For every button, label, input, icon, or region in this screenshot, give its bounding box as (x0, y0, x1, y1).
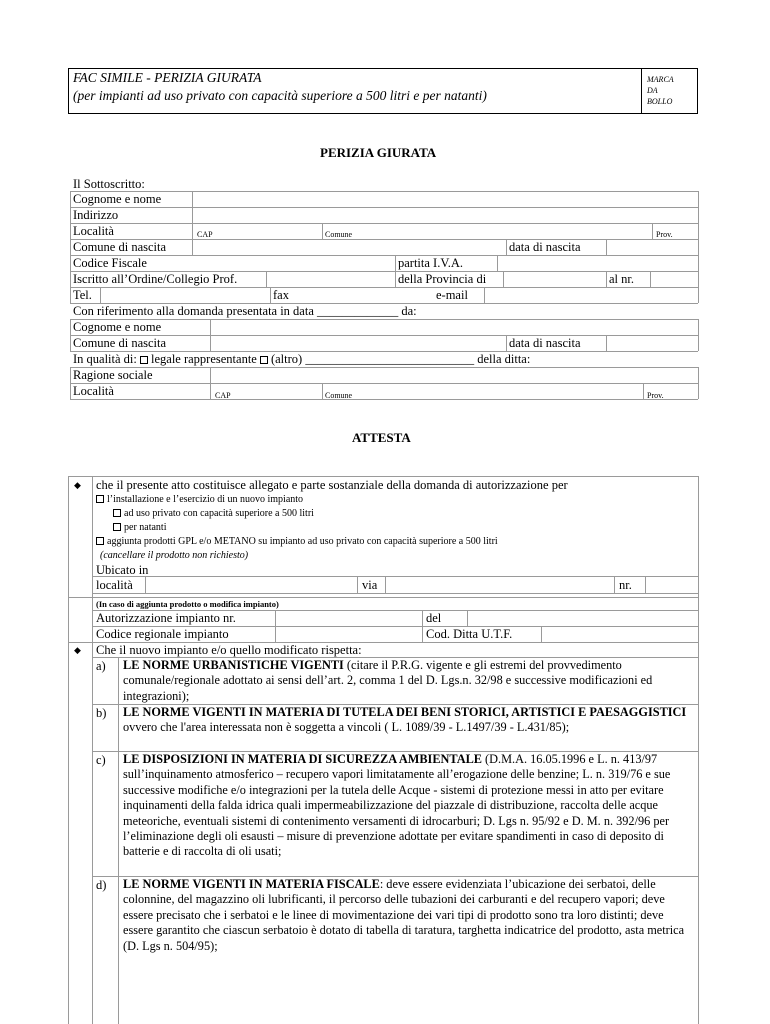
option-1: l’installazione e l’esercizio di un nuovo impianto (96, 493, 303, 507)
codice-fiscale-label: Codice Fiscale (73, 256, 147, 270)
prov-2-label: Prov. (647, 391, 664, 400)
qualita-prefix: In qualità di: (73, 352, 137, 366)
cap-label: CAP (197, 230, 213, 239)
data-nascita-2-label: data di nascita (509, 336, 581, 350)
ragione-label: Ragione sociale (73, 368, 153, 382)
localita-label: Località (73, 224, 114, 238)
cognome-2-label: Cognome e nome (73, 320, 162, 334)
option-2: ad uso privato con capacità superiore a 500 litri (113, 507, 314, 521)
qualita-legale: legale rappresentante (151, 352, 257, 366)
checkbox-icon[interactable] (113, 509, 121, 517)
checkbox-icon[interactable] (140, 356, 148, 364)
header-subtitle: (per impianti ad uso privato con capacità superiore a 500 litri e per natanti) (73, 88, 487, 103)
cod-ditta-label: Cod. Ditta U.T.F. (426, 627, 513, 641)
autorizzazione-label: Autorizzazione impianto nr. (96, 611, 236, 625)
ubicato-label: Ubicato in (96, 563, 149, 577)
checkbox-icon[interactable] (96, 537, 104, 545)
item-b-letter: b) (96, 706, 107, 720)
nr-label: nr. (619, 578, 632, 592)
qualita-altro: (altro) ___________________________ della ditta: (270, 352, 531, 366)
comune-nascita-2-label: Comune di nascita (73, 336, 167, 350)
data-nascita-label: data di nascita (509, 240, 581, 254)
item-d-text: LE NORME VIGENTI IN MATERIA FISCALE: deve essere evidenziata l’ubicazione dei serbatoi, delle colonnine, del magazzino oli lubrificanti, il percorso delle tubazioni dei carburanti e del recupero vapori; deve essere precisato che i serbatoi e le linee di movimentazione dei vari tipi di prodotto sono tra loro distinti; deve essere garantito che ciascun serbatoio è dotato di tabella di taratura, targhetta indicatrice del prodotto, asta metrica (D. Lgs n. 504/95); (123, 877, 685, 953)
del-label: del (426, 611, 442, 625)
comune-nascita-label: Comune di nascita (73, 240, 167, 254)
item-c-text: LE DISPOSIZIONI IN MATERIA DI SICUREZZA AMBIENTALE (D.M.A. 16.05.1996 e L. n. 413/97 sull’inquinamento atmosferico – recupero vapori limitatamente all’erogazione delle benzine; L. n. 319/76 e sue successive modifiche e/o integrazioni per la tutela delle Acque - sistemi di protezione messi in atto per evitare inquinamenti della falda idrica quali impermeabilizzazione del piazzale di distribuzione, raccolta delle acque meteoriche, eventuali sistemi di contenimento versamenti di idrocarburi; D. Lgs n. 95/92 e D. M. n. 392/96 per l’eliminazione degli oli esausti – misure di prevenzione adottate per evitare spandimenti in caso di deposito di batterie e di raccolta di oli usati; (123, 752, 671, 859)
codice-regionale-label: Codice regionale impianto (96, 627, 229, 641)
item-b-text: LE NORME VIGENTI IN MATERIA DI TUTELA DEI BENI STORICI, ARTISTICI E PAESAGGISTICI ovvero che l'area interessata non è soggetta a vincoli ( L. 1089/39 - L.1497/39 - L.431/85); (123, 705, 687, 735)
attesta-heading: ATTESTA (352, 430, 411, 445)
localita-3-label: località (96, 578, 133, 592)
riferimento-text: Con riferimento alla domanda presentata in data _____________ da: (73, 304, 417, 318)
option-3: per natanti (113, 521, 166, 535)
item-c-letter: c) (96, 753, 106, 767)
norme-intro: Che il nuovo impianto e/o quello modificato rispetta: (96, 643, 362, 657)
indirizzo-label: Indirizzo (73, 208, 119, 222)
partita-iva-label: partita I.V.A. (398, 256, 464, 270)
fax-label: fax (273, 288, 289, 302)
attesta-intro: che il presente atto costituisce allegato e parte sostanziale della domanda di autorizzazione per (96, 478, 568, 492)
al-nr-label: al nr. (609, 272, 634, 286)
localita-2-label: Località (73, 384, 114, 398)
item-a-letter: a) (96, 659, 106, 673)
cancellare-note: (cancellare il prodotto non richiesto) (100, 550, 249, 561)
cap-2-label: CAP (215, 391, 231, 400)
item-a-text: LE NORME URBANISTICHE VIGENTI (citare il P.R.G. vigente e gli estremi del provvedimento comunale/regionale adottato ai sensi dell’art. 2, comma 1 del D. Lgs.n. 32/98 e successive modificazioni ed integrazioni); (123, 658, 653, 703)
cognome-label: Cognome e nome (73, 192, 162, 206)
stamp-line-2: DA (647, 86, 658, 95)
iscritto-label: Iscritto all’Ordine/Collegio Prof. (73, 272, 238, 286)
tel-label: Tel. (73, 288, 92, 302)
sottoscritto-label: Il Sottoscritto: (73, 177, 145, 191)
diamond-bullet-icon: ◆ (74, 480, 81, 490)
checkbox-icon[interactable] (260, 356, 268, 364)
stamp-line-3: BOLLO (647, 97, 673, 106)
checkbox-icon[interactable] (113, 523, 121, 531)
via-label: via (362, 578, 378, 592)
comune-2-label: Comune (325, 391, 353, 400)
qualita-row (73, 352, 530, 366)
header-title: FAC SIMILE - PERIZIA GIURATA (73, 70, 262, 85)
stamp-line-1: MARCA (647, 75, 674, 84)
header-divider (641, 69, 642, 113)
aggiunta-title: (In caso di aggiunta prodotto o modifica impianto) (96, 599, 279, 609)
page-title: PERIZIA GIURATA (320, 145, 437, 160)
option-4: aggiunta prodotti GPL e/o METANO su impianto ad uso privato con capacità superiore a 500 litri (96, 535, 498, 549)
item-d-letter: d) (96, 878, 107, 892)
diamond-bullet-icon: ◆ (74, 645, 81, 655)
email-label: e-mail (436, 288, 468, 302)
checkbox-icon[interactable] (96, 495, 104, 503)
comune-label: Comune (325, 230, 353, 239)
prov-label: Prov. (656, 230, 673, 239)
provincia-label: della Provincia di (398, 272, 487, 286)
